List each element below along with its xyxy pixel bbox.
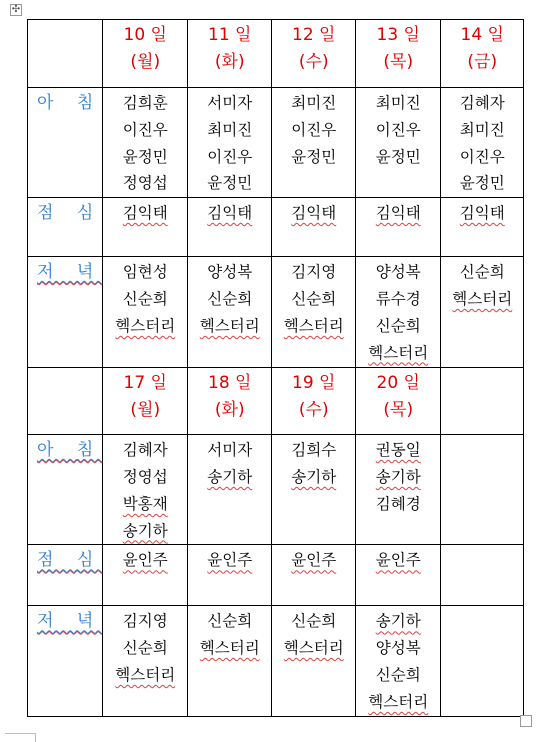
table-move-handle-icon[interactable]: ✣: [11, 4, 21, 15]
name-cell[interactable]: 최미진 이진우 윤정민: [272, 88, 356, 198]
page-corner-mark: [35, 733, 36, 742]
name-cell[interactable]: 신순희 헥스터리: [188, 606, 272, 716]
meal-schedule-table: [27, 19, 524, 717]
corner-cell[interactable]: [28, 20, 103, 88]
name-cell[interactable]: 양성복 류수경 신순희 헥스터리: [356, 257, 441, 368]
name-cell[interactable]: 김익태: [188, 198, 272, 257]
table-row: [28, 368, 524, 435]
table-row: [28, 88, 524, 198]
empty-cell[interactable]: [441, 435, 524, 545]
table-row: [28, 20, 524, 88]
name-cell[interactable]: 김혜자 최미진 이진우 윤정민: [441, 88, 524, 198]
name-cell[interactable]: 양성복 신순희 헥스터리: [188, 257, 272, 368]
name-cell[interactable]: 임현성 신순희 헥스터리: [103, 257, 188, 368]
table-row: [28, 606, 524, 716]
name-cell[interactable]: 김희훈 이진우 윤정민 정영섭: [103, 88, 188, 198]
table-resize-handle-icon[interactable]: [520, 715, 532, 727]
empty-cell[interactable]: [441, 606, 524, 716]
corner-cell[interactable]: [28, 368, 103, 435]
empty-cell[interactable]: [441, 545, 524, 606]
name-cell[interactable]: 신순희 헥스터리: [272, 606, 356, 716]
name-cell[interactable]: 김혜자 정영섭 박홍재 송기하: [103, 435, 188, 545]
day-header[interactable]: 20 일 (목): [356, 368, 441, 435]
meal-label-dinner[interactable]: 저 녁: [28, 257, 103, 368]
name-cell[interactable]: 김지영 신순희 헥스터리: [103, 606, 188, 716]
meal-label-breakfast[interactable]: 아 침: [28, 88, 103, 198]
day-header[interactable]: 14 일 (금): [441, 20, 524, 88]
name-cell[interactable]: 송기하 양성복 신순희 헥스터리: [356, 606, 441, 716]
table-row: [28, 435, 524, 545]
name-cell[interactable]: 김익태: [272, 198, 356, 257]
day-header[interactable]: 13 일 (목): [356, 20, 441, 88]
name-cell[interactable]: 김익태: [103, 198, 188, 257]
table-row: [28, 198, 524, 257]
name-cell[interactable]: 신순희 헥스터리: [441, 257, 524, 368]
meal-label-breakfast[interactable]: 아 침: [28, 435, 103, 545]
page-corner-mark: [5, 733, 35, 734]
name-cell[interactable]: 윤인주: [272, 545, 356, 606]
day-header[interactable]: 10 일 (월): [103, 20, 188, 88]
day-header[interactable]: 12 일 (수): [272, 20, 356, 88]
day-header[interactable]: 19 일 (수): [272, 368, 356, 435]
name-cell[interactable]: 김익태: [356, 198, 441, 257]
day-header[interactable]: 11 일 (화): [188, 20, 272, 88]
meal-label-lunch[interactable]: 점 심: [28, 198, 103, 257]
name-cell[interactable]: 김익태: [441, 198, 524, 257]
day-header[interactable]: 18 일 (화): [188, 368, 272, 435]
name-cell[interactable]: 윤인주: [356, 545, 441, 606]
name-cell[interactable]: 윤인주: [188, 545, 272, 606]
meal-label-lunch[interactable]: 점 심: [28, 545, 103, 606]
day-header[interactable]: 17 일 (월): [103, 368, 188, 435]
table-row: [28, 545, 524, 606]
empty-cell[interactable]: [441, 368, 524, 435]
name-cell[interactable]: 권동일 송기하 김혜경: [356, 435, 441, 545]
name-cell[interactable]: 김지영 신순희 헥스터리: [272, 257, 356, 368]
meal-label-dinner[interactable]: 저 녁: [28, 606, 103, 716]
name-cell[interactable]: 서미자 송기하: [188, 435, 272, 545]
name-cell[interactable]: 최미진 이진우 윤정민: [356, 88, 441, 198]
table-row: [28, 257, 524, 368]
name-cell[interactable]: 김희수 송기하: [272, 435, 356, 545]
name-cell[interactable]: 윤인주: [103, 545, 188, 606]
name-cell[interactable]: 서미자 최미진 이진우 윤정민: [188, 88, 272, 198]
